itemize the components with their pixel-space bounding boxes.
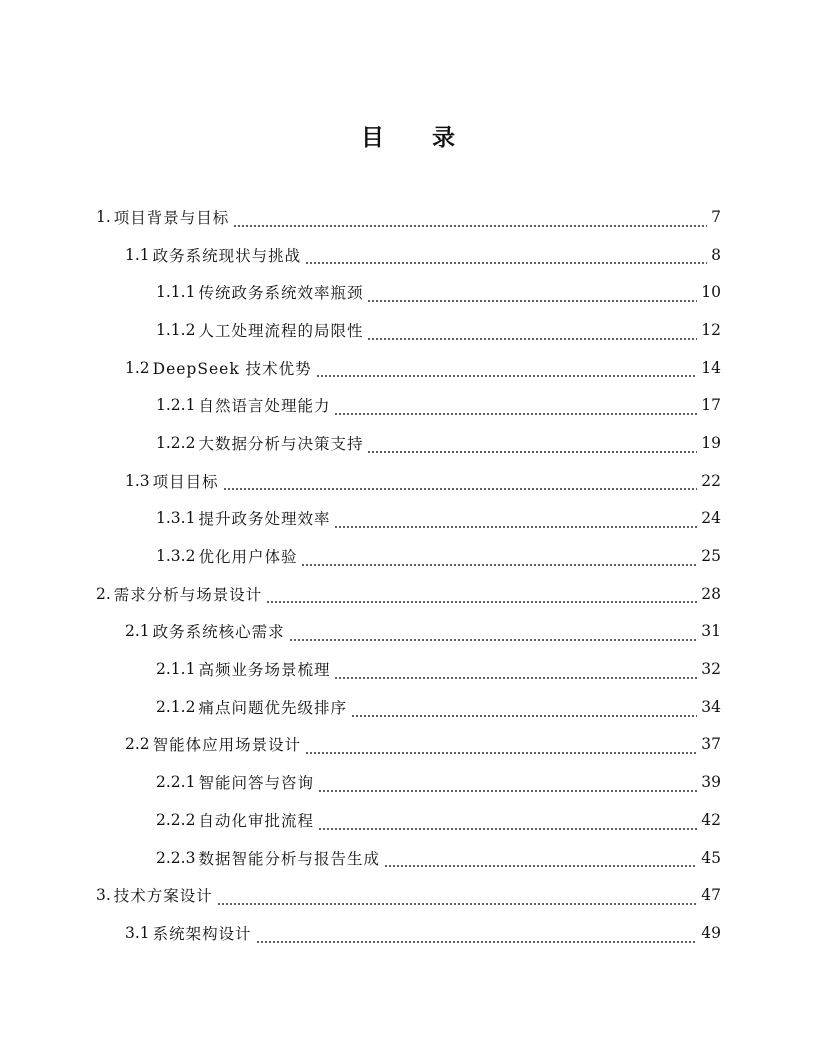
toc-entry-title: 智能问答与咨询 bbox=[198, 774, 314, 793]
toc-entry-title: 提升政务处理效率 bbox=[198, 510, 331, 529]
toc-entry-number: 2.2 bbox=[125, 735, 150, 754]
toc-entry-page-number: 12 bbox=[701, 320, 721, 339]
toc-dot-leader bbox=[318, 777, 697, 793]
toc-entry-number: 2.2.3 bbox=[156, 848, 196, 867]
toc-dot-leader bbox=[233, 212, 707, 228]
toc-entry[interactable] bbox=[96, 311, 721, 349]
toc-entry-number: 1.1 bbox=[125, 245, 150, 264]
toc-dot-leader bbox=[266, 589, 697, 605]
toc-dot-leader bbox=[334, 401, 697, 417]
toc-entry-number: 1.3 bbox=[125, 471, 150, 490]
page-title-char-2: 录 bbox=[432, 124, 455, 151]
toc-entry-page-number: 19 bbox=[701, 433, 721, 452]
toc-entry-title: 传统政务系统效率瓶颈 bbox=[198, 284, 364, 303]
toc-entry[interactable] bbox=[96, 236, 721, 274]
toc-entry-number: 1.3.1 bbox=[156, 509, 196, 528]
toc-entry[interactable] bbox=[96, 575, 721, 613]
toc-dot-leader bbox=[223, 476, 698, 492]
toc-entry-page-number: 28 bbox=[701, 584, 721, 603]
toc-entry-title: 优化用户体验 bbox=[198, 548, 298, 567]
toc-entry-title: 项目目标 bbox=[152, 472, 219, 491]
toc-entry[interactable] bbox=[96, 726, 721, 764]
toc-entry-number: 1.2 bbox=[125, 358, 150, 377]
toc-entry-title: 痛点问题优先级排序 bbox=[198, 698, 347, 717]
toc-entry-page-number: 49 bbox=[701, 923, 721, 942]
toc-entry-title: 政务系统现状与挑战 bbox=[152, 246, 302, 265]
toc-dot-leader bbox=[318, 815, 697, 831]
toc-entry-number: 1.3.2 bbox=[156, 547, 196, 566]
toc-entry-number: 1.1.1 bbox=[156, 283, 196, 302]
toc-entry-number: 1.1.2 bbox=[156, 320, 196, 339]
toc-entry-page-number: 32 bbox=[701, 660, 721, 679]
toc-entry-page-number: 47 bbox=[701, 886, 721, 905]
toc-entry[interactable] bbox=[96, 349, 721, 387]
toc-dot-leader bbox=[334, 664, 697, 680]
toc-entry-title: DeepSeek 技术优势 bbox=[152, 359, 312, 378]
toc-entry-page-number: 14 bbox=[701, 358, 721, 377]
toc-entry[interactable] bbox=[96, 763, 721, 801]
toc-dot-leader bbox=[384, 853, 697, 869]
toc-dot-leader bbox=[351, 702, 697, 718]
toc-dot-leader bbox=[334, 514, 697, 530]
toc-entry-title: 项目背景与目标 bbox=[113, 208, 230, 227]
toc-entry[interactable] bbox=[96, 537, 721, 575]
toc-entry-page-number: 24 bbox=[701, 509, 721, 528]
toc-entry-title: 自然语言处理能力 bbox=[198, 397, 331, 416]
toc-entry[interactable] bbox=[96, 613, 721, 651]
toc-entry-page-number: 45 bbox=[701, 848, 721, 867]
toc-entry[interactable] bbox=[96, 801, 721, 839]
toc-entry-page-number: 42 bbox=[701, 810, 721, 829]
toc-entry-title: 人工处理流程的局限性 bbox=[198, 321, 364, 340]
toc-entry-number: 3.1 bbox=[125, 923, 150, 942]
toc-entry-title: 系统架构设计 bbox=[152, 924, 252, 943]
toc-dot-leader bbox=[217, 890, 697, 906]
toc-entry-title: 需求分析与场景设计 bbox=[113, 585, 263, 604]
toc-entry-number: 3. bbox=[96, 886, 111, 905]
toc-dot-leader bbox=[367, 325, 697, 341]
toc-entry-number: 1.2.1 bbox=[156, 396, 196, 415]
toc-dot-leader bbox=[289, 627, 698, 643]
toc-entry[interactable] bbox=[96, 839, 721, 877]
toc-entry[interactable] bbox=[96, 462, 721, 500]
toc-entry[interactable] bbox=[96, 650, 721, 688]
toc-entry-page-number: 34 bbox=[701, 697, 721, 716]
toc-entry-number: 2.2.2 bbox=[156, 810, 196, 829]
table-of-contents bbox=[96, 198, 721, 952]
toc-entry[interactable] bbox=[96, 876, 721, 914]
toc-entry[interactable] bbox=[96, 424, 721, 462]
toc-entry[interactable] bbox=[96, 386, 721, 424]
toc-entry-page-number: 8 bbox=[711, 245, 721, 264]
toc-dot-leader bbox=[367, 438, 697, 454]
toc-entry-page-number: 25 bbox=[701, 547, 721, 566]
toc-entry-title: 自动化审批流程 bbox=[198, 811, 314, 830]
toc-entry[interactable] bbox=[96, 273, 721, 311]
toc-entry-number: 2.1.2 bbox=[156, 697, 196, 716]
toc-entry-page-number: 10 bbox=[701, 283, 721, 302]
toc-entry-number: 2. bbox=[96, 584, 111, 603]
toc-dot-leader bbox=[367, 287, 697, 303]
toc-dot-leader bbox=[316, 363, 698, 379]
toc-entry-title: 智能体应用场景设计 bbox=[152, 736, 302, 755]
toc-entry-number: 2.2.1 bbox=[156, 773, 196, 792]
toc-entry-page-number: 31 bbox=[701, 622, 721, 641]
toc-entry-title: 政务系统核心需求 bbox=[152, 623, 285, 642]
toc-entry-title: 大数据分析与决策支持 bbox=[198, 434, 364, 453]
toc-entry[interactable] bbox=[96, 500, 721, 538]
toc-entry-number: 2.1.1 bbox=[156, 660, 196, 679]
page-title bbox=[0, 119, 816, 152]
toc-entry-number: 1. bbox=[96, 207, 111, 226]
toc-entry-page-number: 39 bbox=[701, 773, 721, 792]
toc-entry[interactable] bbox=[96, 688, 721, 726]
page-title-char-1: 目 bbox=[361, 124, 384, 151]
toc-dot-leader bbox=[305, 250, 707, 266]
toc-entry-page-number: 17 bbox=[701, 396, 721, 415]
toc-entry[interactable] bbox=[96, 198, 721, 236]
toc-entry-title: 高频业务场景梳理 bbox=[198, 661, 331, 680]
toc-entry-title: 数据智能分析与报告生成 bbox=[198, 849, 380, 868]
toc-dot-leader bbox=[305, 740, 697, 756]
toc-dot-leader bbox=[256, 928, 698, 944]
toc-entry-page-number: 7 bbox=[711, 207, 721, 226]
toc-entry-number: 1.2.2 bbox=[156, 433, 196, 452]
toc-entry[interactable] bbox=[96, 914, 721, 952]
toc-entry-title: 技术方案设计 bbox=[113, 887, 213, 906]
toc-entry-page-number: 22 bbox=[701, 471, 721, 490]
toc-entry-page-number: 37 bbox=[701, 735, 721, 754]
toc-entry-number: 2.1 bbox=[125, 622, 150, 641]
toc-dot-leader bbox=[301, 551, 697, 567]
